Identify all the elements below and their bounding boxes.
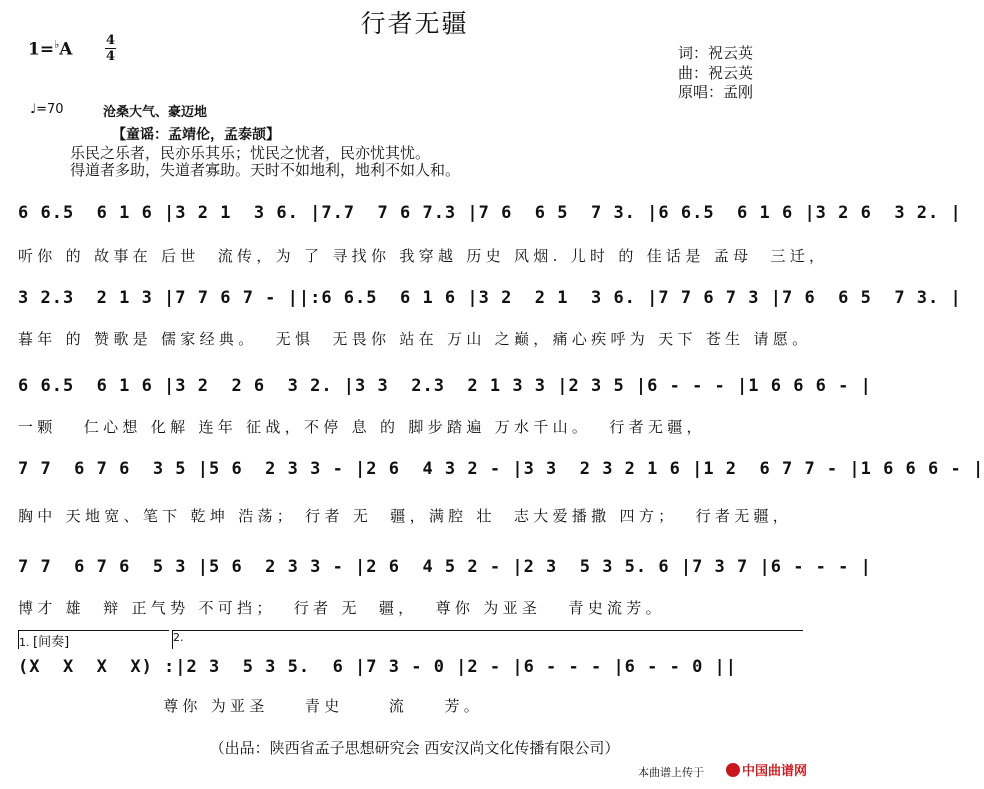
lyricist-credit: 词：祝云英 (678, 44, 754, 62)
publisher-footer: （出品：陕西省孟子思想研究会 西安汉尚文化传播有限公司） (209, 739, 620, 757)
notation-row-5: 7 7 6 7 6 5 3 |5 6 2 3 3 - |2 6 4 5 2 - |2 3 5 3 5. 6 |7 3 7 |6 - - - | (18, 557, 872, 577)
key-note: A (59, 39, 73, 60)
first-ending-bracket (18, 630, 169, 649)
intro-line-2: 得道者多助，失道者寡助。天时不如地利，地利不如人和。 (70, 161, 461, 179)
notation-row-6: (X X X X) :|2 3 5 3 5. 6 |7 3 - 0 |2 - |6 - - - |6 - - 0 || (18, 657, 738, 677)
second-ending-number: 2. (173, 631, 184, 644)
lyric-row-3: 一颗 仁心想 化解 连年 征战，不停 息 的 脚步踏遍 万水千山。 行者无疆， (18, 418, 706, 436)
time-signature (105, 33, 116, 64)
key-prefix: 1= (28, 39, 55, 60)
site-logo[interactable] (726, 760, 807, 779)
time-signature-top: 4 (106, 33, 116, 48)
lyric-row-5: 博才 雄 辩 正气势 不可挡； 行者 无 疆， 尊你 为亚圣 青史流芳。 (18, 599, 665, 617)
second-ending-bracket (172, 630, 803, 649)
interlude-label: [间奏] (33, 635, 70, 650)
notation-row-2: 3 2.3 2 1 3 |7 7 6 7 - ||:6 6.5 6 1 6 |3 2 2 1 3 6. |7 7 6 7 3 |7 6 6 5 7 3. | (18, 288, 962, 308)
lyric-row-1: 听你 的 故事在 后世 流传，为 了 寻找你 我穿越 历史 风烟. 儿时 的 佳话是 孟母 三迁， (18, 247, 829, 265)
logo-icon (726, 763, 740, 777)
key-signature (28, 38, 72, 60)
time-signature-bottom: 4 (106, 49, 116, 64)
lyric-row-2: 暮年 的 赞歌是 儒家经典。 无惧 无畏你 站在 万山 之巅，痛心疾呼为 天下 苍生 请愿。 (18, 330, 812, 348)
intro-heading: 【童谣：孟靖伦，孟泰颉】 (112, 127, 280, 143)
lyric-row-4: 胸中 天地宽、笔下 乾坤 浩荡； 行者 无 疆，满腔 壮 志大爱播撒 四方； 行者无疆， (18, 507, 793, 525)
song-title: 行者无疆 (360, 9, 469, 38)
notation-row-1: 6 6.5 6 1 6 |3 2 1 3 6. |7.7 7 6 7.3 |7 6 6 5 7 3. |6 6.5 6 1 6 |3 2 6 3 2. | (18, 203, 962, 223)
notation-row-3: 6 6.5 6 1 6 |3 2 2 6 3 2. |3 3 2.3 2 1 3 3 |2 3 5 |6 - - - |1 6 6 6 - | (18, 376, 872, 396)
lyric-row-6: 尊你 为亚圣 青史 流 芳。 (18, 697, 484, 715)
logo-text: 中国曲谱网 (742, 763, 808, 778)
first-ending-number: 1. (19, 636, 30, 649)
composer-credit: 曲：祝云英 (678, 64, 754, 82)
flat-sign: ♭ (54, 38, 60, 51)
notation-row-4: 7 7 6 7 6 3 5 |5 6 2 3 3 - |2 6 4 3 2 - |3 3 2 3 2 1 6 |1 2 6 7 7 - |1 6 6 6 - | (18, 459, 984, 479)
tempo-marking: ♩=70 (30, 102, 64, 117)
singer-credit: 原唱：孟刚 (678, 83, 754, 101)
expression-marking: 沧桑大气、豪迈地 (103, 105, 208, 120)
intro-line-1: 乐民之乐者，民亦乐其乐；忧民之忧者，民亦忧其忧。 (70, 144, 431, 162)
upload-note: 本曲谱上传于 (638, 766, 704, 779)
